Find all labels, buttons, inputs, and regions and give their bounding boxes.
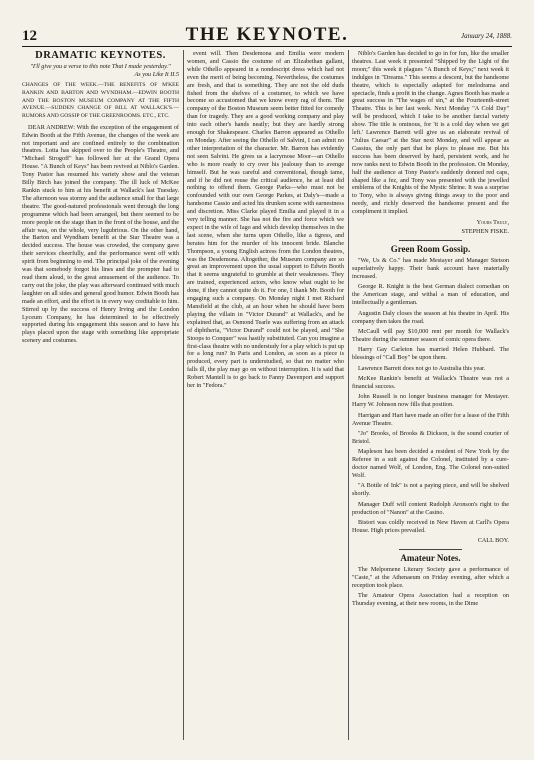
article-body: DEAR ANDREW: With the exception of the engagement of Edwin Booth at the Fifth Avenue, the changes of the week are not important and are confined entirely to the combination theatres. Lotta has skipped over to the People's Theatre, and "Michael Strogoff" has followed her at the Grand Opera House. "A Bunch of Keys" has been revived at Niblo's Garden. Tony Pastor has resumed his variety show and the veteran Billy Birch has joined the company. The ill luck of McKee Rankin stuck to him at his benefit at Wallack's last Tuesday. The afternoon was stormy and the audience small for that large theatre. The good-natured professionals went through the long programme which had been arranged, but there seemed to be more people on the stage than in the front of the house, and the affair was, on the whole, very lugubrious. On the other hand, the Barton and Wyndham benefit at the Star Theatre was a decided success. The house was crowded, the company gave their services cheerfully, and the performance went off with spirit from beginning to end. The principal joke of the evening was that somebody forgot his lines and the prompter had to read them aloud, to the great amusement of the audience. To carry out the joke, the play was afterward continued with much laughter on all sides and general good humor. Edwin Booth has made an effort, and the effort is in every way creditable to him. Stirred up by the success of Henry Irving and the London Lyceum Company, he has determined to be effectively supported during his engagement this season and to have his plays placed upon the stage with something like appropriate scenery and costumes. [22,123,179,345]
gossip-item: Bistori was coldly received in New Haven at Carll's Opera House. High prices prevailed. [352,519,509,534]
article-body-continued: event will. Then Desdemona and Emilia were modern women, and Cassio the costume of an Elizabethan gallant, while Othello appeared in a nondescript dress which had not even the merit of being becoming. Nevertheless, the costumes are fresh, and that is something. They are not the old duds fished from the shelves of a costumer, to which we have become so accustomed that we know every rag of them. The company of the Boston Museum seem better fitted for comedy than for tragedy. They are a good working company and play into each other's hands neatly; but they are hardly strong enough for Shakespeare. Charles Barron appeared as Othello on Monday. After seeing the Othello of Salvini, I can admit no other interpretation of the character. Mr. Barron has evidently not seen Salvini. He gives us a lacrymose Moor—an Othello who is more ready to cry over his jealousy than to avenge himself. But he was careful and conventional, though tame, and if he did not rouse the critical audience, he at least did nothing to offend them. George Parks—who must not be confounded with our own George Parkes, at Daly's—made a handsome Cassio and acted his drunken scene with earnestness and discretion. Miss Clarke played Emilia and played it in a very telling manner. She has not the fire and force which we expect in the wife of Iago and which develop themselves in the last scene, when she turns upon Othello, like a tigress, and berates him for the murder of his innocent bride. Blanche Thompson, a young English actress from the London theatres, was the Desdemona. Altogether, the Museum company are so great an improvement upon the usual support to Edwin Booth that it seems ungrateful to grumble at their weaknesses. They are trained, experienced actors, who know what ought to be done, if they cannot quite do it. For one, I thank Mr. Booth for engaging such a company. On Monday night I met Richard Mansfield at the club, at an hour when he should have been playing the villain in "Victor Durand" at Wallack's, and he explained that, as Osmond Tearle was suffering from an attack of diphtheria, "Victor Durand" could not be played, and "She Stoops to Conquer" was hastily substituted. Can you imagine a first-class theatre with no understudy for a play which is put up for a long run? In Paris and London, as soon as a piece is produced, every part is understudied, so that no matter who falls ill, the play may go on without interruption. It is said that Robert Mantell is to go back to Fanny Davenport and support her in "Fedora." [187,50,344,390]
article-subheads: CHANGES OF THE WEEK.—THE BENEFITS OF M'KEE RANKIN AND BARTON AND WYNDHAM.—EDWIN BOOTH AND THE BOSTON MUSEUM COMPANY AT THE FIFTH AVENUE.—SUDDEN CHANGE OF BILL AT WALLACK'S.—RUMORS AND GOSSIP OF THE GREENROOMS. ETC., ETC. [22,81,179,120]
section-rule [399,549,462,550]
gossip-item: McKee Rankin's benefit at Wallack's Theatre was not a financial success. [352,375,509,390]
column-divider [183,50,184,740]
gossip-item: Harry Gay Carleton has married Helen Hubbard. The blessings of "Call Boy" be upon them. [352,346,509,362]
gossip-item: Harrigan and Hart have made an offer for a lease of the Fifth Avenue Theatre. [352,411,509,427]
signature-name: STEPHEN FISKE. [461,228,509,236]
gossip-list [352,257,509,535]
issue-date: January 24, 1888. [461,32,512,40]
amateur-title: Amateur Notes. [400,553,461,564]
amateur-item: The Amateur Opera Association had a reception on Thursday evening, at their new rooms, in the Dime [352,592,509,608]
amateur-item: The Melpomene Literary Society gave a performance of "Caste," at the Athenaeum on Friday evening, after which a reception took place. [352,566,509,589]
gossip-item: McCaull will pay $10,000 rent per month for Wallack's Theatre during the summer season of comic opera there. [352,328,509,343]
article-body-end: Niblo's Garden has decided to go in for fun, like the smaller theatres. Last week it presented "Shipped by the Light of the moon;" this week it plagues "A Bunch of Keys;" next week it indulges in "Dreams." This seems a descent, but the handsome theatre, which is especially adapted for melodrama and spectacle, finds a profit in the change. Agnes Booth has made a great success in "The wages of sin," at the Fourteenth-street Theatre. This is her last week. Next Monday "A Cold Day" will be produced, which I take to be another farcial variety show. The title is ominous, for 'it is a cold day when we get left.' Lawrence Barrett will give us an elaborate revival of "Julius Caesar" at the Star next Monday, and will appear as Cassius, the only part that he plays to please me. But his success has been deserved by hard, persistent work, and he now ranks next to Edwin Booth in the profession. On Monday, half the audience at Tony Pastor's suddenly donned red caps, shaped like a fez, and Tony was presented with the jewelled emblems of the Knights of the Mystic Shrine. It was a surprise to Tony, who is always giving things away to the poor and needy, and richly deserved the handsome present and the compliment it implied. [352,50,509,216]
signature-closing: Yours Truly, [476,218,509,226]
gossip-item: "A Bottle of Ink" is not a paying piece, and will be shelved shortly. [352,482,509,498]
gossip-item: "Jo" Brooks, of Brooks & Dickson, is the sound courier of Bristol. [352,429,509,445]
column-3 [352,50,509,740]
page-header [22,24,512,46]
gossip-signature: CALL BOY. [477,537,509,545]
header-rule [22,46,512,47]
column-1 [22,50,179,740]
gossip-item: "We, Us & Co." has made Mestayer and Manager Stetson superlatively happy. Their bank account have materially increased. [352,257,509,281]
column-2 [187,50,344,740]
masthead-title: THE KEYNOTE. [185,24,349,45]
gossip-item: George R. Knight is the best German dialect comedian on the American stage, and withal a man of education, and intellectually a gentleman. [352,283,509,307]
page-number: 12 [22,28,37,44]
epigraph-attribution: As you Like It II.5 [134,70,179,78]
gossip-item: Lawrence Barrett does not go to Australia this year. [358,364,486,372]
article-title: DRAMATIC KEYNOTES. [35,50,166,61]
gossip-item: John Russell is no longer business manager for Mestayer. Harry W. Johnson now fills that position. [352,393,509,409]
gossip-title: Green Room Gossip. [390,244,471,255]
epigraph: "I'll give you a verse to this note That I made yesterday." [30,62,171,70]
gossip-item: Manager Duff will content Rudolph Aronson's right to the production of "Nanon" at the Casino. [352,500,509,516]
section-rule [399,240,462,241]
column-divider [348,50,349,740]
gossip-item: Augustin Daly closes the season at his theatre in April. His company then takes the road. [352,309,509,325]
gossip-item: Mapleson has been decided a resident of New York by the Referee in a suit against the Colonel, instituted by a cure-doctor named Wolf, of London, Eng. The Colonel non-suited Wolf. [352,448,509,479]
